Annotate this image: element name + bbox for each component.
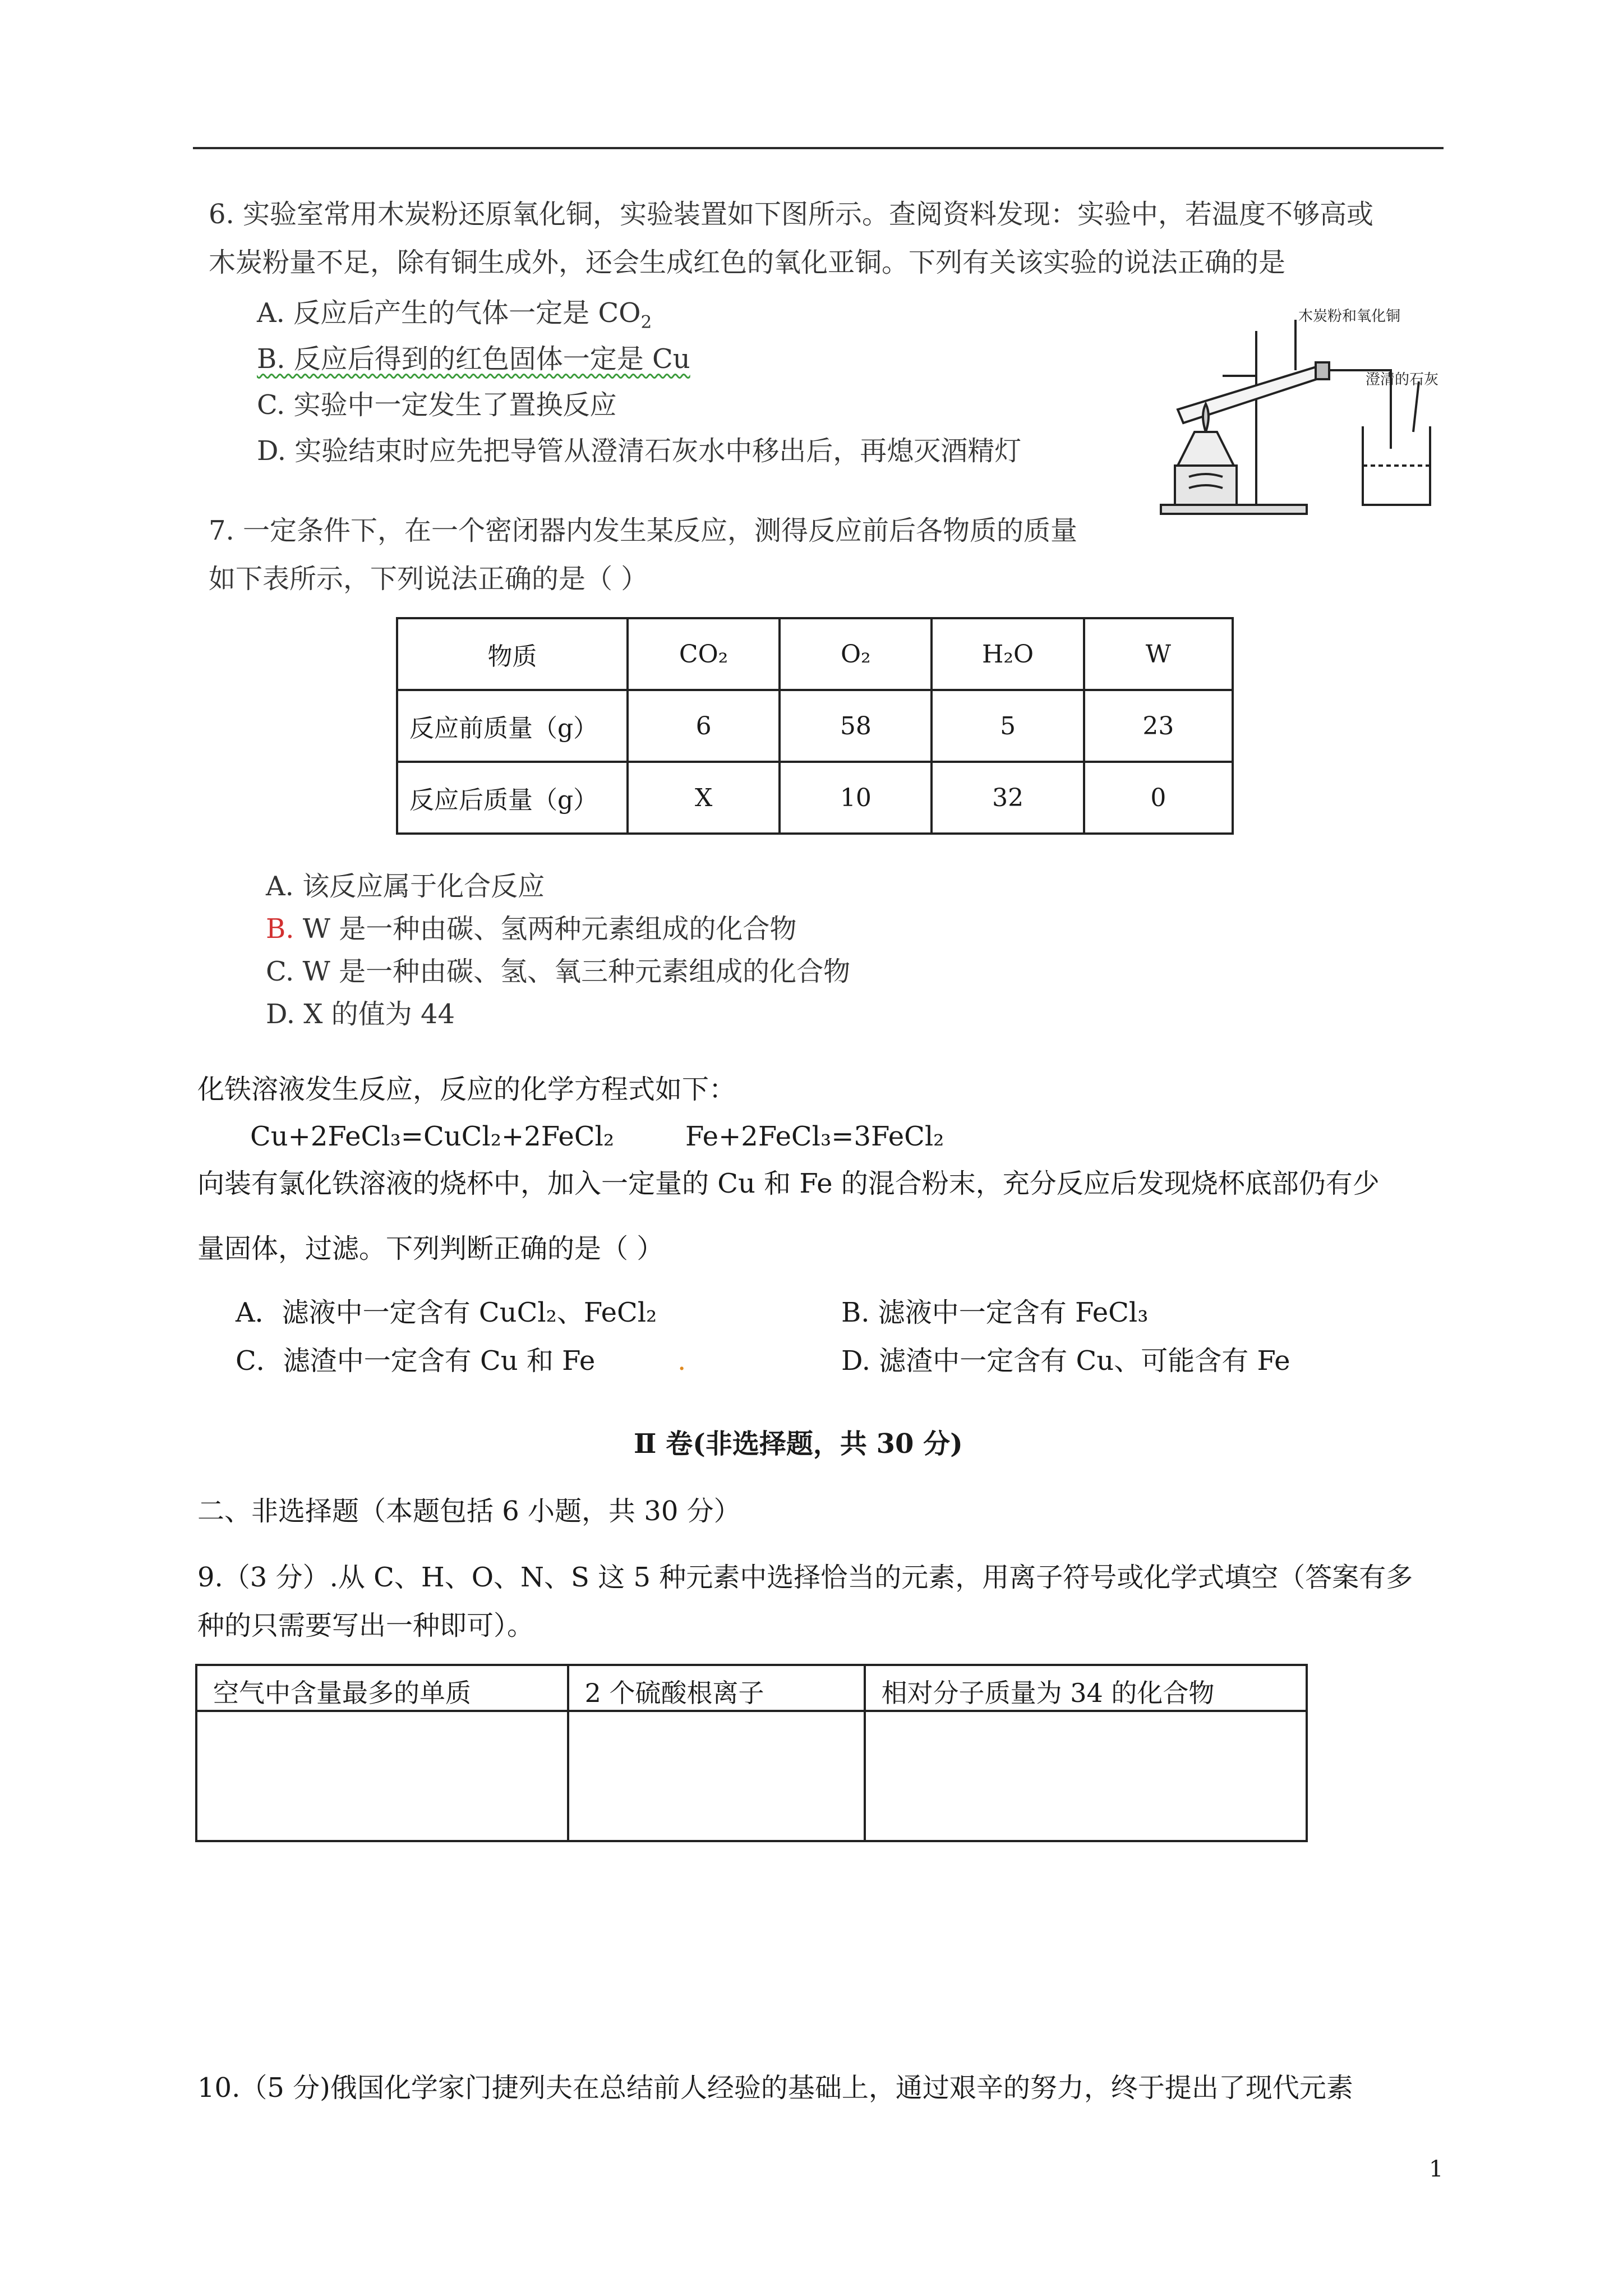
q7-row1-label: 反应前质量（g） (397, 690, 628, 762)
q8-equation-2: Fe+2FeCl₃=3FeCl₂ (685, 1121, 944, 1152)
q6-stem-line2: 木炭粉量不足，除有铜生成外，还会生成红色的氧化亚铜。下列有关该实验的说法正确的是 (209, 247, 1286, 278)
q7-table (396, 617, 1234, 835)
q9-table-header-row (196, 1665, 1307, 1711)
q7-row2-h2o: 32 (932, 762, 1083, 834)
section2-subtitle: 二、非选择题（本题包括 6 小题，共 30 分） (197, 1496, 741, 1527)
q7-table-header-row (397, 618, 1233, 690)
q7-th-co2: CO₂ (628, 618, 780, 690)
q9-answer-cell-3[interactable] (865, 1711, 1307, 1841)
header-rule (193, 147, 1444, 149)
q10-line1: 10.（5 分)俄国化学家门捷列夫在总结前人经验的基础上，通过艰辛的努力，终于提出了现代元素 (197, 2072, 1353, 2104)
q9-th-mass34: 相对分子质量为 34 的化合物 (865, 1665, 1307, 1711)
q7-row2-co2: X (628, 762, 780, 834)
q7-row2-label: 反应后质量（g） (397, 762, 628, 834)
q8-option-a[interactable]: A．滤液中一定含有 CuCl₂、FeCl₂ (236, 1297, 657, 1328)
q7-stem-line1: 7. 一定条件下，在一个密闭器内发生某反应，测得反应前后各物质的质量 (209, 515, 1078, 546)
q7-option-c[interactable]: C. W 是一种由碳、氢、氧三种元素组成的化合物 (266, 956, 851, 987)
page-number: 1 (1429, 2156, 1444, 2182)
q7-option-d[interactable]: D. X 的值为 44 (266, 999, 455, 1030)
q6-option-c[interactable]: C. 实验中一定发生了置换反应 (257, 389, 617, 421)
q9-line1: 9.（3 分）.从 C、H、O、N、S 这 5 种元素中选择恰当的元素，用离子符号或化学式填空（答案有多 (197, 1562, 1413, 1593)
q6-option-b[interactable]: B. 反应后得到的红色固体一定是 Cu (257, 343, 690, 375)
q7-stem-line2: 如下表所示，下列说法正确的是（ ） (209, 563, 648, 595)
q7-row1-o2: 58 (780, 690, 932, 762)
q8-option-b[interactable]: B. 滤液中一定含有 FeCl₃ (841, 1297, 1149, 1328)
q8-line2: 向装有氯化铁溶液的烧杯中，加入一定量的 Cu 和 Fe 的混合粉末，充分反应后发现烧杯底部仍有少 (197, 1168, 1380, 1199)
q7-th-o2: O₂ (780, 618, 932, 690)
q7-option-a[interactable]: A. 该反应属于化合反应 (266, 871, 545, 902)
q7-row1-h2o: 5 (932, 690, 1083, 762)
q9-answer-table (195, 1664, 1308, 1842)
q6-option-d[interactable]: D. 实验结束时应先把导管从澄清石灰水中移出后，再熄灭酒精灯 (257, 435, 1022, 467)
q6-stem-line1: 6. 实验室常用木炭粉还原氧化铜，实验装置如下图所示。查阅资料发现：实验中，若温度不够高或 (209, 199, 1374, 230)
q9-line2: 种的只需要写出一种即可）。 (197, 1610, 534, 1641)
q8-equation-1: Cu+2FeCl₃=CuCl₂+2FeCl₂ (250, 1121, 615, 1152)
q8-option-c[interactable]: C．滤渣中一定含有 Cu 和 Fe (236, 1345, 596, 1377)
q7-row1-co2: 6 (628, 690, 780, 762)
apparatus-figure (1155, 297, 1447, 522)
q6-option-a[interactable]: A. 反应后产生的气体一定是 $CO_2$ (257, 297, 652, 333)
q9-th-most-abundant: 空气中含量最多的单质 (196, 1665, 568, 1711)
q7-th-substance: 物质 (397, 618, 628, 690)
figure-label-top: 木炭粉和氧化铜 (1298, 308, 1401, 325)
q7-th-w: W (1084, 618, 1233, 690)
q8-line3: 量固体，过滤。下列判断正确的是（ ） (197, 1233, 664, 1264)
q9-answer-cell-2[interactable] (568, 1711, 865, 1841)
q9-th-sulfate-ions: 2 个硫酸根离子 (568, 1665, 865, 1711)
q7-row2-w: 0 (1084, 762, 1233, 834)
table-row (397, 690, 1233, 762)
q9-answer-row (196, 1711, 1307, 1841)
q7-row1-w: 23 (1084, 690, 1233, 762)
q7-row2-o2: 10 (780, 762, 932, 834)
figure-label-right: 澄清的石灰 (1366, 371, 1439, 388)
q8-option-d[interactable]: D. 滤渣中一定含有 Cu、可能含有 Fe (841, 1345, 1290, 1377)
q8-line1: 化铁溶液发生反应，反应的化学方程式如下： (197, 1074, 736, 1105)
q9-answer-cell-1[interactable] (196, 1711, 568, 1841)
q7-option-b[interactable]: B. W 是一种由碳、氢两种元素组成的化合物 (266, 913, 797, 945)
section2-title: Ⅱ 卷(非选择题，共 30 分) (634, 1428, 963, 1460)
q7-th-h2o: H₂O (932, 618, 1083, 690)
stray-dot: . (677, 1345, 686, 1377)
table-row (397, 762, 1233, 834)
